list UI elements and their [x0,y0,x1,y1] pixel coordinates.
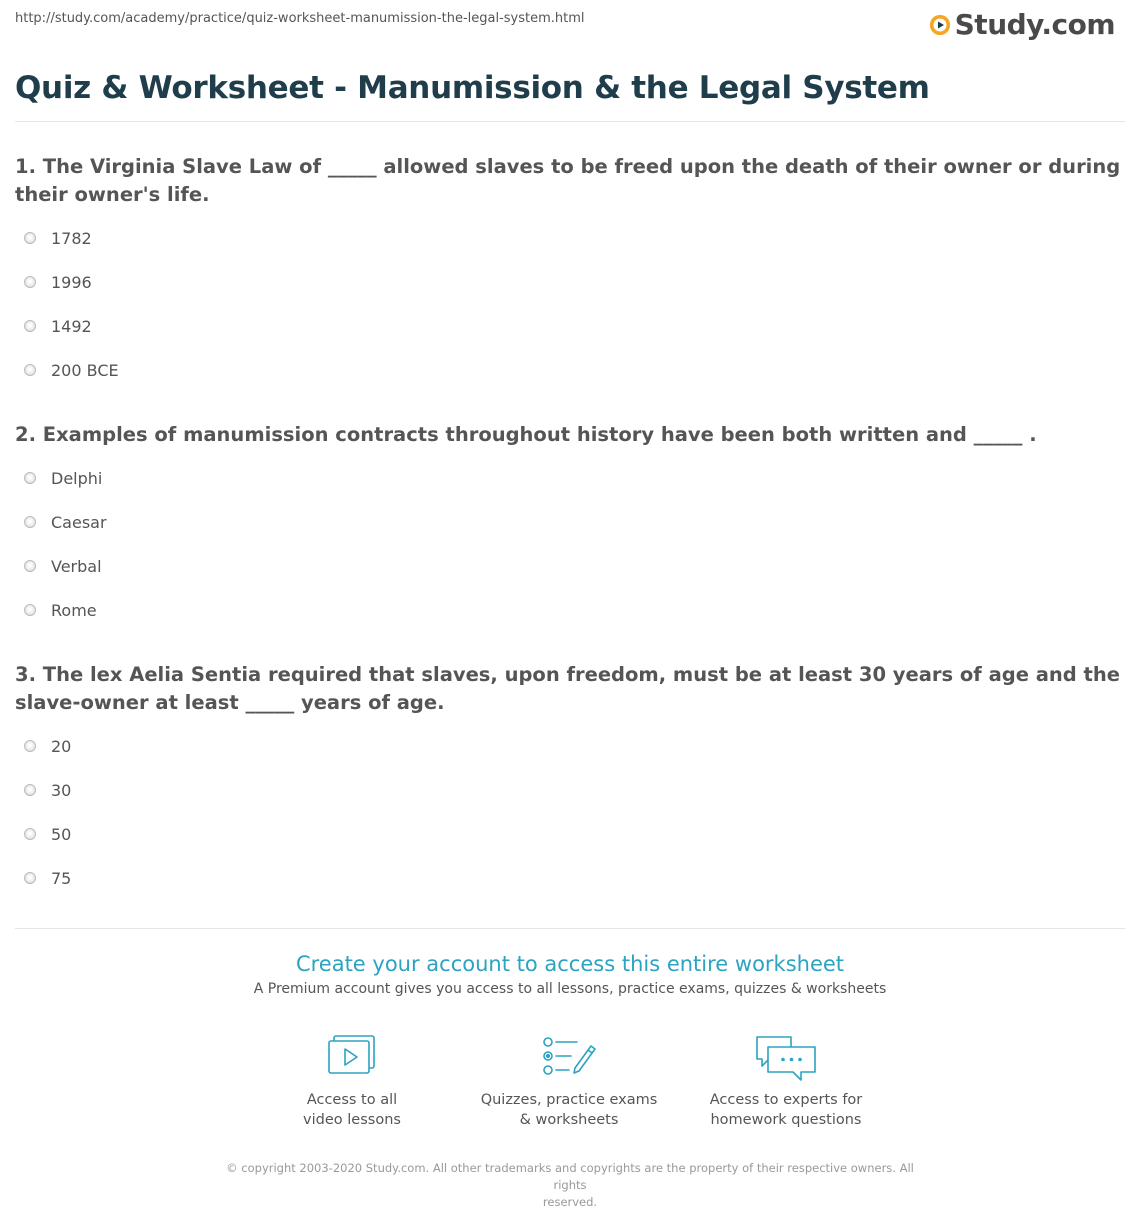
feature-video-lessons [252,1034,452,1130]
question-2 [15,421,1130,632]
logo-text: Study.com [954,8,1115,41]
question-3 [15,661,1130,900]
chat-bubbles-icon [686,1034,886,1084]
feature-label-line1: Quizzes, practice exams [480,1092,658,1108]
question-1 [15,153,1130,392]
answer-option[interactable] [15,304,1130,348]
option-label: Delphi [51,468,103,488]
radio-button[interactable] [24,516,36,528]
quiz-checklist-icon [469,1034,669,1078]
cta-divider [15,928,1125,929]
question-2-options [15,456,1130,632]
radio-button[interactable] [24,320,36,332]
footer-line1: © copyright 2003-2020 Study.com. All other trademarks and copyrights are the property of their respective owners. All rights [226,1161,914,1192]
radio-button[interactable] [24,740,36,752]
feature-label-line1: Access to all [306,1092,398,1108]
option-label: Caesar [51,512,107,532]
option-label: Verbal [51,556,102,576]
play-logo-icon [930,15,950,35]
feature-label-line2: video lessons [303,1112,401,1128]
feature-quizzes [469,1034,669,1130]
radio-button[interactable] [24,872,36,884]
radio-button[interactable] [24,232,36,244]
option-label: 1492 [51,316,92,336]
copyright-footer [210,1160,930,1211]
option-label: 50 [51,824,72,844]
answer-option[interactable] [15,856,1130,900]
option-label: 200 BCE [51,360,119,380]
answer-option[interactable] [15,812,1130,856]
option-label: Rome [51,600,97,620]
answer-option[interactable] [15,260,1130,304]
answer-option[interactable] [15,348,1130,392]
radio-button[interactable] [24,828,36,840]
radio-button[interactable] [24,784,36,796]
option-label: 1782 [51,228,92,248]
radio-button[interactable] [24,276,36,288]
radio-button[interactable] [24,472,36,484]
option-label: 20 [51,736,72,756]
option-label: 1996 [51,272,92,292]
answer-option[interactable] [15,544,1130,588]
answer-option[interactable] [15,768,1130,812]
radio-button[interactable] [24,364,36,376]
video-lessons-icon [252,1034,452,1078]
create-account-link[interactable]: Create your account to access this entire worksheet [295,952,845,976]
radio-button[interactable] [24,604,36,616]
option-label: 75 [51,868,72,888]
page-title: Quiz & Worksheet - Manumission & the Legal System [15,70,930,106]
title-divider [15,121,1125,122]
question-1-text: 1. The Virginia Slave Law of _____ allowed slaves to be freed upon the death of their owner or during their owner's life. [15,155,1121,206]
study-logo[interactable] [930,8,1115,41]
feature-label-line2: homework questions [710,1112,862,1128]
answer-option[interactable] [15,588,1130,632]
question-3-text: 3. The lex Aelia Sentia required that slaves, upon freedom, must be at least 30 years of age and the slave-owner at least _____ years of age. [15,663,1120,714]
feature-experts [686,1034,886,1130]
footer-line2: reserved. [542,1195,598,1209]
question-1-options [15,216,1130,392]
feature-label-line1: Access to experts for [709,1092,863,1108]
answer-option[interactable] [15,216,1130,260]
feature-label-line2: & worksheets [519,1112,619,1128]
question-2-text: 2. Examples of manumission contracts throughout history have been both written and _____ . [15,423,1037,446]
answer-option[interactable] [15,500,1130,544]
cta-subtitle: A Premium account gives you access to all lessons, practice exams, quizzes & worksheets [253,981,887,997]
question-3-options [15,724,1130,900]
answer-option[interactable] [15,456,1130,500]
radio-button[interactable] [24,560,36,572]
page-url: http://study.com/academy/practice/quiz-worksheet-manumission-the-legal-system.html [15,11,585,26]
option-label: 30 [51,780,72,800]
answer-option[interactable] [15,724,1130,768]
